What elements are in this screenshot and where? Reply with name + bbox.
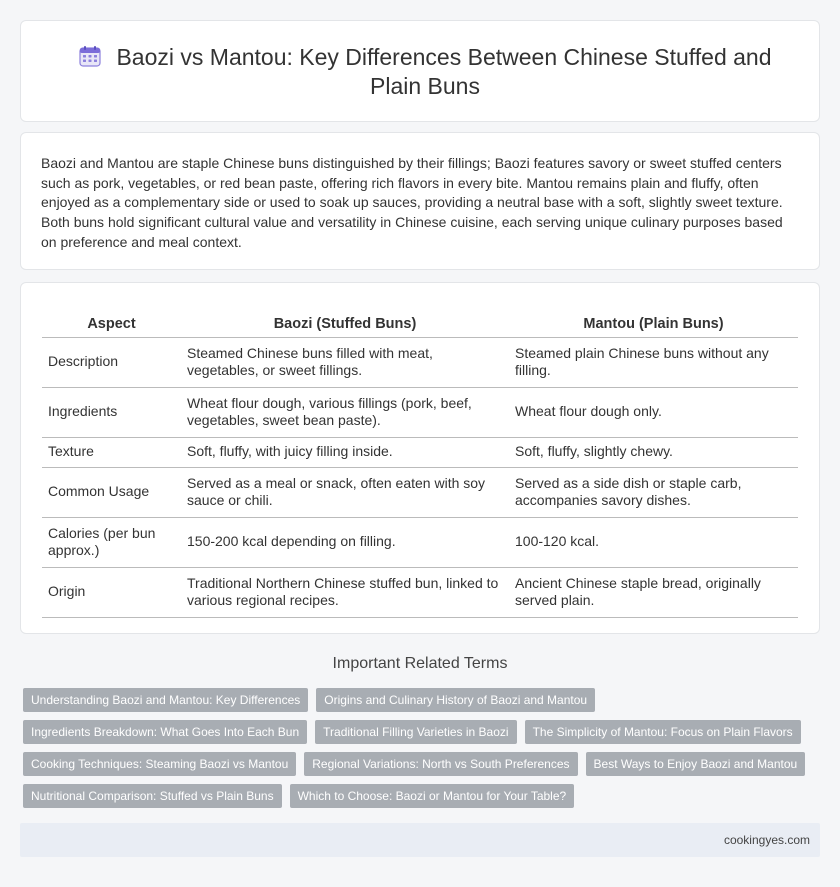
comparison-card <box>20 282 820 634</box>
related-tag[interactable]: Understanding Baozi and Mantou: Key Differences <box>23 688 308 712</box>
table-row <box>42 467 798 517</box>
row-mantou: Served as a side dish or staple carb, accompanies savory dishes. <box>509 467 798 517</box>
page-title <box>61 43 789 101</box>
related-tag[interactable]: The Simplicity of Mantou: Focus on Plain Flavors <box>525 720 801 744</box>
row-aspect: Ingredients <box>42 387 181 437</box>
row-baozi: Soft, fluffy, with juicy filling inside. <box>181 437 509 467</box>
table-row <box>42 387 798 437</box>
row-mantou: Soft, fluffy, slightly chewy. <box>509 437 798 467</box>
related-terms-list <box>23 688 803 816</box>
related-tag[interactable]: Nutritional Comparison: Stuffed vs Plain Buns <box>23 784 282 808</box>
related-terms-heading: Important Related Terms <box>332 655 508 672</box>
row-mantou: 100-120 kcal. <box>509 517 798 567</box>
footer-site-link[interactable]: cookingyes.com <box>723 833 810 847</box>
header-aspect: Aspect <box>42 312 181 337</box>
row-baozi: Traditional Northern Chinese stuffed bun, linked to various regional recipes. <box>181 567 509 617</box>
related-tag[interactable]: Which to Choose: Baozi or Mantou for Your Table? <box>290 784 575 808</box>
related-tag[interactable]: Regional Variations: North vs South Preferences <box>304 752 577 776</box>
row-aspect: Description <box>42 337 181 387</box>
intro-paragraph: Baozi and Mantou are staple Chinese buns distinguished by their fillings; Baozi features savory or sweet stuffed centers such as pork, vegetables, or red bean paste, offering rich flavors in every bite. Mantou remains plain and fluffy, often enjoyed as a complementary side or used to soak up sauces, providing a neutral base with a soft, slightly sweet texture. Both buns hold significant cultural value and versatility in Chinese cuisine, each serving unique culinary purposes based on preference and meal context. <box>41 155 783 250</box>
table-row <box>42 517 798 567</box>
row-baozi: Steamed Chinese buns filled with meat, vegetables, or sweet fillings. <box>181 337 509 387</box>
table-row <box>42 567 798 617</box>
page-title-text: Baozi vs Mantou: Key Differences Between Chinese Stuffed and Plain Buns <box>116 44 772 99</box>
row-aspect: Origin <box>42 567 181 617</box>
row-aspect: Common Usage <box>42 467 181 517</box>
row-mantou: Steamed plain Chinese buns without any filling. <box>509 337 798 387</box>
row-baozi: Served as a meal or snack, often eaten with soy sauce or chili. <box>181 467 509 517</box>
row-aspect: Calories (per bun approx.) <box>42 517 181 567</box>
related-tag[interactable]: Traditional Filling Varieties in Baozi <box>315 720 516 744</box>
comparison-table <box>42 312 798 618</box>
table-row <box>42 437 798 467</box>
row-mantou: Ancient Chinese staple bread, originally served plain. <box>509 567 798 617</box>
row-baozi: Wheat flour dough, various fillings (pork, beef, vegetables, sweet bean paste). <box>181 387 509 437</box>
table-row <box>42 337 798 387</box>
related-tag[interactable]: Best Ways to Enjoy Baozi and Mantou <box>586 752 806 776</box>
header-mantou: Mantou (Plain Buns) <box>509 312 798 337</box>
related-tag[interactable]: Ingredients Breakdown: What Goes Into Each Bun <box>23 720 307 744</box>
header-baozi: Baozi (Stuffed Buns) <box>181 312 509 337</box>
row-mantou: Wheat flour dough only. <box>509 387 798 437</box>
related-tag[interactable]: Cooking Techniques: Steaming Baozi vs Mantou <box>23 752 296 776</box>
intro-card <box>20 132 820 270</box>
row-baozi: 150-200 kcal depending on filling. <box>181 517 509 567</box>
table-header-row <box>42 312 798 337</box>
footer <box>20 823 820 857</box>
calendar-icon <box>78 44 102 68</box>
title-card <box>20 20 820 122</box>
related-tag[interactable]: Origins and Culinary History of Baozi and Mantou <box>316 688 595 712</box>
row-aspect: Texture <box>42 437 181 467</box>
